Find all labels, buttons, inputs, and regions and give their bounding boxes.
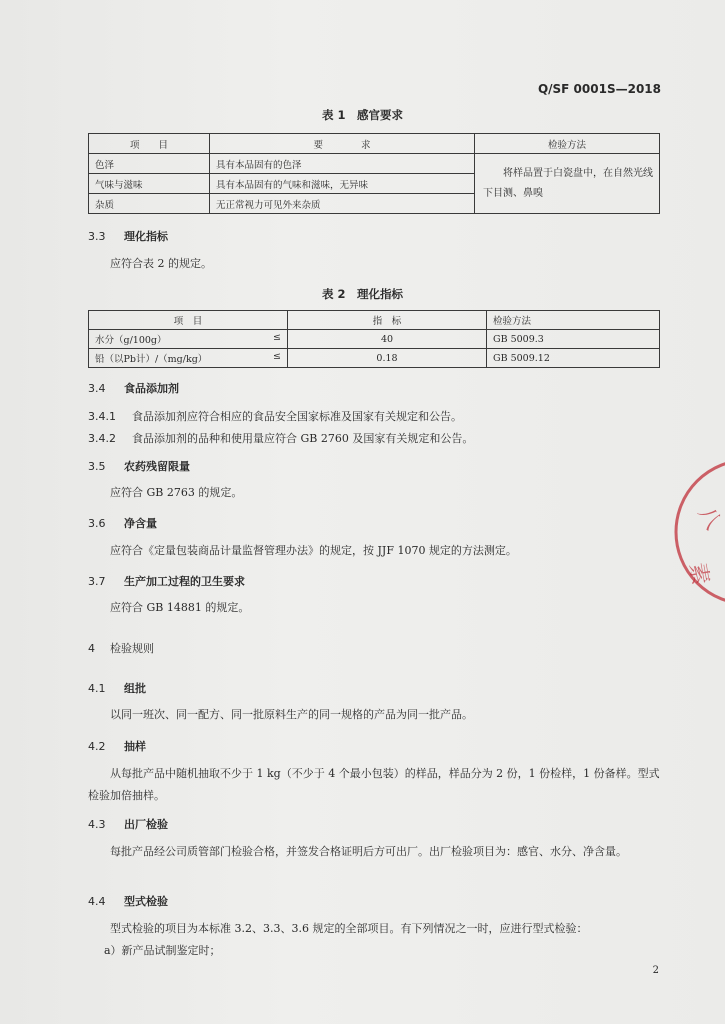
clause: 3.4.2 食品添加剂的品种和使用量应符合 GB 2760 及国家有关规定和公告。 — [88, 432, 474, 445]
table-cell: 具有本品固有的气味和滋味，无异味 — [210, 174, 475, 194]
table2-caption: 表 2 理化指标 — [321, 287, 403, 301]
table-header: 项 目 — [89, 311, 288, 330]
svg-text:素: 素 — [684, 560, 713, 587]
table-cell: 40 — [288, 330, 487, 349]
section-text: 以同一班次、同一配方、同一批原料生产的同一规格的产品为同一批产品。 — [110, 708, 473, 721]
list-item: a）新产品试制鉴定时； — [104, 944, 221, 957]
section-heading: 4.4 型式检验 — [88, 895, 168, 908]
section-heading: 3.3 理化指标 — [88, 230, 168, 243]
table-cell: 具有本品固有的色泽 — [210, 154, 475, 174]
table-cell: GB 5009.3 — [487, 330, 660, 349]
table1-caption: 表 1 感官要求 — [321, 108, 403, 122]
clause: 3.4.1 食品添加剂应符合相应的食品安全国家标准及国家有关规定和公告。 — [88, 410, 462, 423]
table-header: 项 目 — [89, 134, 210, 154]
page-number: 2 — [652, 965, 659, 976]
table-cell: 色泽 — [89, 154, 210, 174]
standard-number: Q/SF 0001S—2018 — [537, 82, 661, 96]
table-cell: 铅（以Pb计）/（mg/kg） ≤ — [89, 349, 288, 368]
section-text: 从每批产品中随机抽取不少于 1 kg（不少于 4 个最小包装）的样品，样品分为 2 份，1 份检样，1 份备样。型式检验加倍抽样。 — [88, 767, 660, 802]
physchem-table — [88, 310, 660, 368]
section-heading: 4.1 组批 — [88, 682, 146, 695]
section-heading: 4.3 出厂检验 — [88, 818, 168, 831]
red-seal-stamp — [668, 452, 725, 612]
sensory-table — [88, 133, 660, 214]
table-header: 要 求 — [210, 134, 475, 154]
chapter-heading: 4 检验规则 — [88, 642, 154, 655]
section-text: 每批产品经公司质管部门检验合格，并签发合格证明后方可出厂。出厂检验项目为：感官、水分、净含量。 — [110, 845, 627, 858]
table-cell: 气味与滋味 — [89, 174, 210, 194]
table-cell: 杂质 — [89, 194, 210, 214]
table-row — [89, 154, 660, 174]
section-text: 型式检验的项目为本标准 3.2、3.3、3.6 规定的全部项目。有下列情况之一时，应进行型式检验： — [110, 922, 588, 935]
table-cell: 水分（g/100g） ≤ — [89, 330, 288, 349]
section-text: 应符合表 2 的规定。 — [110, 257, 212, 270]
table-header: 检验方法 — [475, 134, 660, 154]
table-cell: 无正常视力可见外来杂质 — [210, 194, 475, 214]
section-heading: 3.4 食品添加剂 — [88, 382, 179, 395]
section-heading: 3.7 生产加工过程的卫生要求 — [88, 575, 245, 588]
svg-text:八: 八 — [692, 502, 725, 535]
table-header: 指 标 — [288, 311, 487, 330]
section-text: 应符合《定量包装商品计量监督管理办法》的规定，按 JJF 1070 规定的方法测定。 — [110, 544, 517, 557]
table-cell: 0.18 — [288, 349, 487, 368]
table-row — [89, 349, 660, 368]
section-heading: 4.2 抽样 — [88, 740, 146, 753]
section-heading: 3.6 净含量 — [88, 517, 157, 530]
table-cell: GB 5009.12 — [487, 349, 660, 368]
section-text: 应符合 GB 2763 的规定。 — [110, 486, 243, 499]
section-text: 应符合 GB 14881 的规定。 — [110, 601, 250, 614]
table-cell-method: 将样品置于白瓷盘中，在自然光线下目测、鼻嗅 — [475, 154, 660, 214]
table-header: 检验方法 — [487, 311, 660, 330]
table-row — [89, 330, 660, 349]
section-heading: 3.5 农药残留限量 — [88, 460, 190, 473]
